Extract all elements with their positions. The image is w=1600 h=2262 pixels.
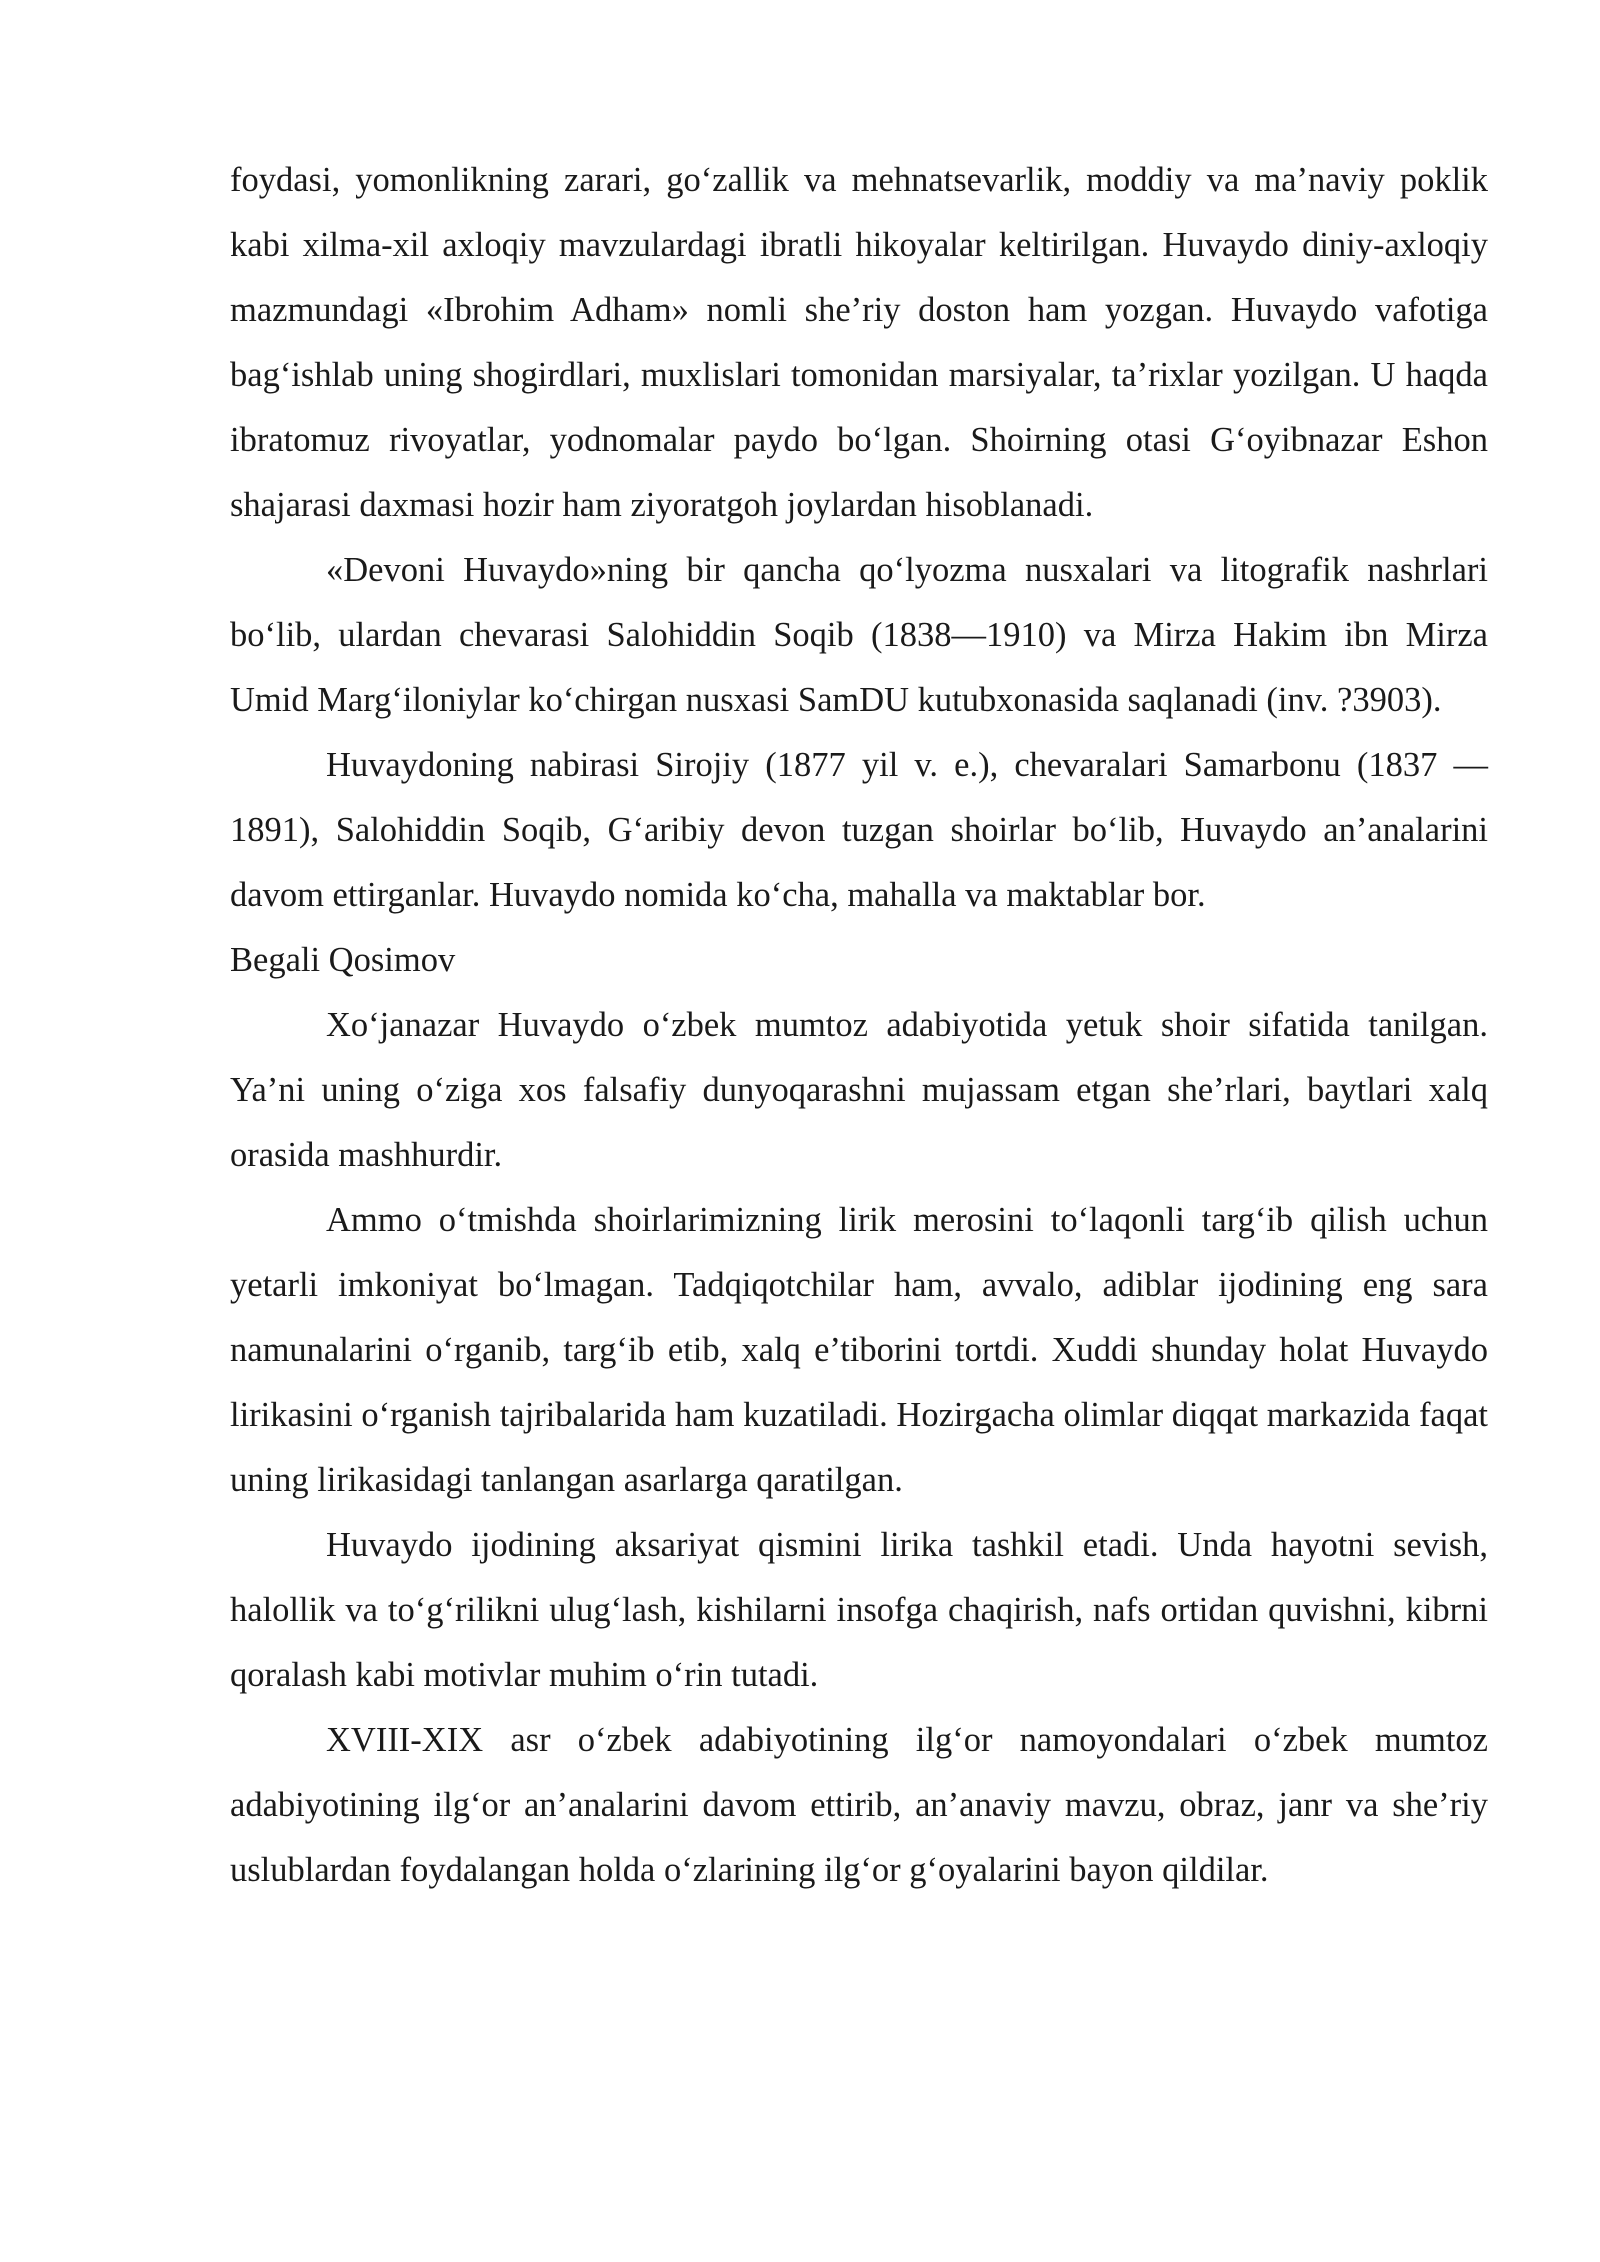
- paragraph-introduction: Xo‘janazar Huvaydo o‘zbek mumtoz adabiyotida yetuk shoir sifatida tanilgan. Ya’ni uning o‘ziga xos falsafiy dunyoqarashni mujassam etgan she’rlari, baytlari xalq orasida mashhurdir.: [230, 1006, 1488, 1174]
- paragraph-lyric-heritage: Ammo o‘tmishda shoirlarimizning lirik merosini to‘laqonli targ‘ib qilish uchun yetarli imkoniyat bo‘lmagan. Tadqiqotchilar ham, avvalo, adiblar ijodining eng sara namunalarini o‘rganib, targ‘ib etib, xalq e’tiborini tortdi. Xuddi shunday holat Huvaydo lirikasini o‘rganish tajribalarida ham kuzatiladi. Hozirgacha olimlar diqqat markazida faqat uning lirikasidagi tanlangan asarlarga qaratilgan.: [230, 1201, 1488, 1499]
- document-body: [230, 148, 1488, 1903]
- paragraph-continuation: foydasi, yomonlikning zarari, go‘zallik va mehnatsevarlik, moddiy va ma’naviy poklik kabi xilma-xil axloqiy mavzulardagi ibratli hikoyalar keltirilgan. Huvaydo diniy-axloqiy mazmundagi «Ibrohim Adham» nomli she’riy doston ham yozgan. Huvaydo vafotiga bag‘ishlab uning shogirdlari, muxlislari tomonidan marsiyalar, ta’rixlar yozilgan. U haqda ibratomuz rivoyatlar, yodnomalar paydo bo‘lgan. Shoirning otasi G‘oyibnazar Eshon shajarasi daxmasi hozir ham ziyoratgoh joylardan hisoblanadi.: [230, 161, 1488, 524]
- paragraph-18-19-century: XVIII-XIX asr o‘zbek adabiyotining ilg‘or namoyondalari o‘zbek mumtoz adabiyotining ilg‘or an’analarini davom ettirib, an’anaviy mavzu, obraz, janr va she’riy uslublardan foydalangan holda o‘zlarining ilg‘or g‘oyalarini bayon qildilar.: [230, 1721, 1488, 1889]
- author-name: Begali Qosimov: [230, 941, 456, 979]
- paragraph-lyric-motifs: Huvaydo ijodining aksariyat qismini lirika tashkil etadi. Unda hayotni sevish, halollik va to‘g‘rilikni ulug‘lash, kishilarni insofga chaqirish, nafs ortidan quvishni, kibrni qoralash kabi motivlar muhim o‘rin tutadi.: [230, 1526, 1488, 1694]
- paragraph-descendants: Huvaydoning nabirasi Sirojiy (1877 yil v. e.), chevaralari Samarbonu (1837 — 1891), Salohiddin Soqib, G‘aribiy devon tuzgan shoirlar bo‘lib, Huvaydo an’analarini davom ettirganlar. Huvaydo nomida ko‘cha, mahalla va maktablar bor.: [230, 746, 1488, 914]
- paragraph-devoni-huvaydo: «Devoni Huvaydo»ning bir qancha qo‘lyozma nusxalari va litografik nashrlari bo‘lib, ulardan chevarasi Salohiddin Soqib (1838—1910) va Mirza Hakim ibn Mirza Umid Marg‘iloniylar ko‘chirgan nusxasi SamDU kutubxonasida saqlanadi (inv. ?3903).: [230, 551, 1488, 719]
